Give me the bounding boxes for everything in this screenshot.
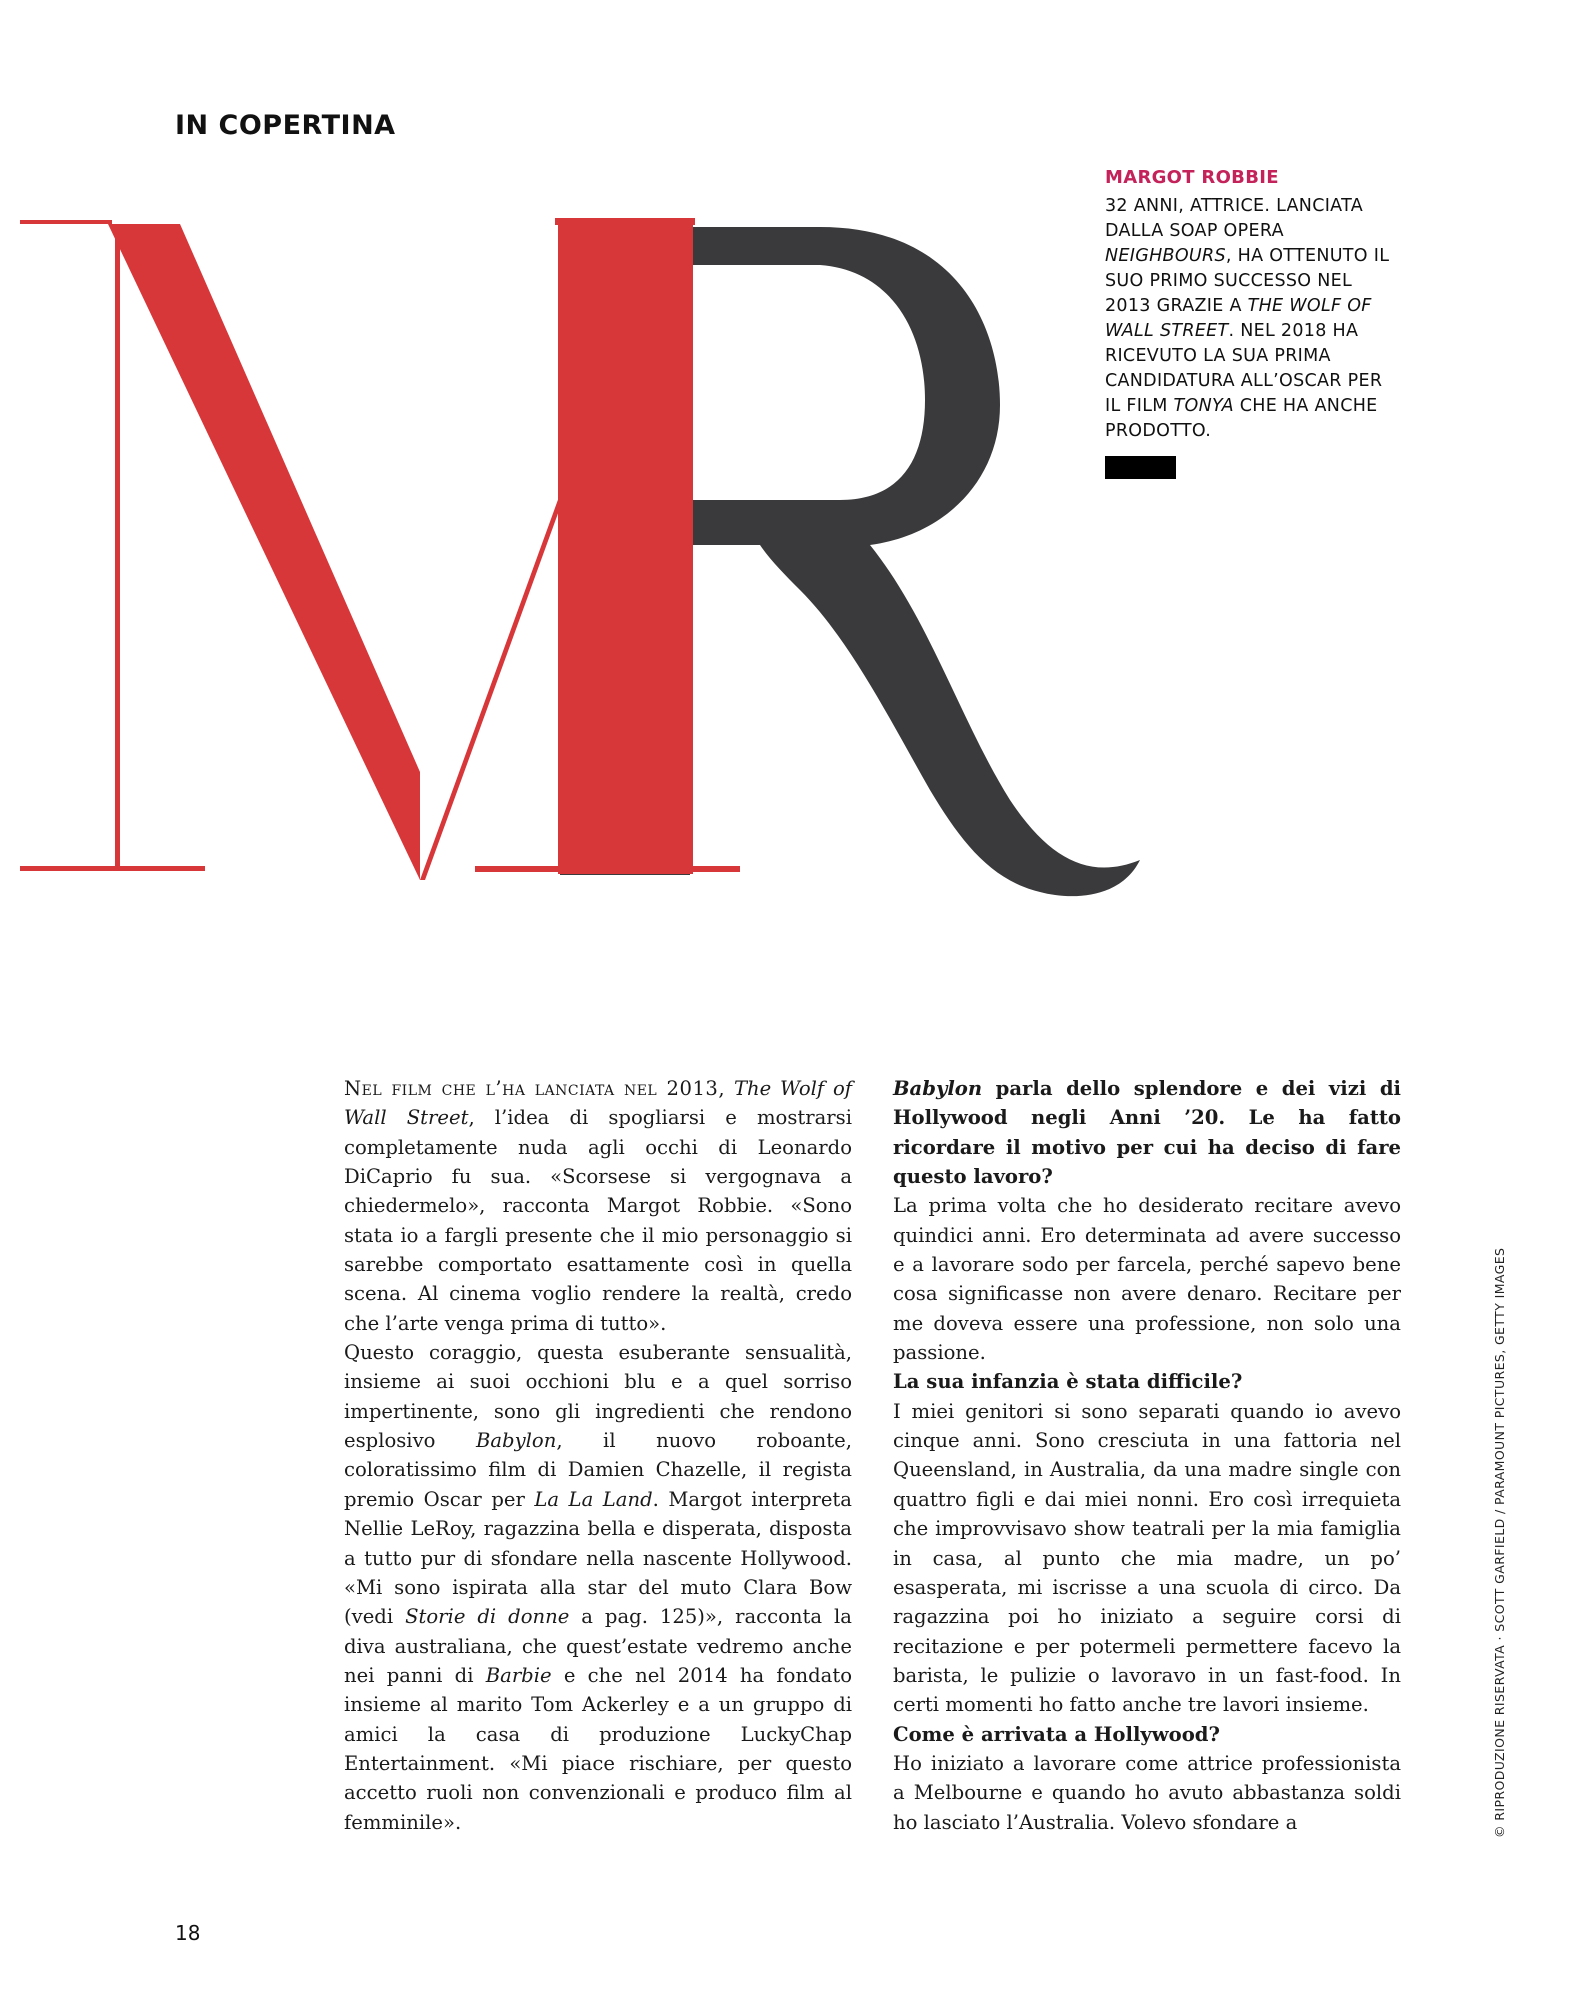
interview-answer: Ho iniziato a lavorare come attrice professionista a Melbourne e quando ho avuto abbastanza soldi ho lasciato l’Australia. Volevo sfondare a — [893, 1751, 1401, 1834]
paragraph — [344, 1338, 852, 1837]
bio-text: . NEL 2018 HA RICEVUTO LA SUA PRIMA CANDIDATURA ALL’OSCAR PER IL FILM — [1105, 321, 1383, 416]
text: , il nuovo roboante, coloratissimo film di Damien Chazelle, il regista premio Oscar per — [344, 1429, 852, 1511]
monogram-letter-m — [20, 218, 740, 880]
text: , l’idea di spogliarsi e mostrarsi completamente nuda agli occhi di Leonardo DiCaprio fu sua. «Scorsese si vergognava a chiedermelo», racconta Margot Robbie. «Sono stata io a fargli presente che il mio personaggio si sarebbe comportato esattamente così in quella scena. Al cinema voglio rendere la realtà, credo che l’arte venga prima di tutto». — [344, 1106, 852, 1335]
text: parla dello splendore e dei vizi di Hollywood negli Anni ’20. Le ha fatto ricordare il motivo per cui ha deciso di fare questo lavoro? — [893, 1077, 1401, 1189]
bio-title: TONYA — [1173, 396, 1234, 416]
sidebar-end-bar — [1105, 456, 1176, 479]
bio-text: 32 ANNI, ATTRICE. LANCIATA DALLA SOAP OPERA — [1105, 196, 1363, 241]
text: . Margot interpreta Nellie LeRoy, ragazzina bella e disperata, disposta a tutto pur di sfondare nella nascente Hollywood. «Mi sono ispirata alla star del muto Clara Bow (vedi — [344, 1487, 852, 1629]
section-label: IN COPERTINA — [175, 110, 396, 141]
film-title: The Wolf of Wall Street — [344, 1077, 852, 1130]
film-title: Babylon — [893, 1077, 983, 1100]
text — [725, 1077, 734, 1100]
paragraph — [344, 1074, 852, 1338]
text: e che nel 2014 ha fondato insieme al marito Tom Ackerley e a un gruppo di amici la casa di produzione LuckyChap Entertainment. «Mi piace rischiare, per questo accetto ruoli non convenzionali e produco film al femminile». — [344, 1663, 852, 1834]
profile-name: MARGOT ROBBIE — [1105, 167, 1279, 188]
bio-text: , HA OTTENUTO IL SUO PRIMO SUCCESSO NEL 2013 GRAZIE A — [1105, 246, 1390, 316]
profile-sidebar — [1105, 165, 1395, 479]
film-title: La La Land — [534, 1487, 653, 1511]
interview-question — [893, 1074, 1401, 1191]
article-column-right — [893, 1074, 1401, 1837]
interview-answer: I miei genitori si sono separati quando io avevo cinque anni. Sono cresciuta in una fattoria nel Queensland, in Australia, da una madre single con quattro figli e dai miei nonni. Ero così irrequieta che improvvisavo show teatrali per la mia famiglia in casa, al punto che mia madre, un po’ esasperata, mi iscrisse a una scuola di circo. Da ragazzina poi ho iniziato a seguire corsi di recitazione e per potermeli permettere facevo la barista, le pulizie o lavoravo in un fast-food. In certi momenti ho fatto anche tre lavori insieme. — [893, 1399, 1401, 1717]
film-title: Barbie — [485, 1663, 552, 1687]
profile-bio — [1105, 194, 1395, 444]
section-title: Storie di donne — [405, 1605, 570, 1629]
film-title: Babylon — [475, 1429, 557, 1453]
bio-title: THE WOLF OF WALL STREET — [1105, 296, 1372, 341]
lead-in: Nel film che l’ha lanciata nel 2013, — [344, 1077, 726, 1100]
interview-question: La sua infanzia è stata difficile? — [893, 1370, 1243, 1394]
interview-answer: La prima volta che ho desiderato recitare avevo quindici anni. Ero determinata ad avere successo e a lavorare sodo per farcela, perché sapevo bene cosa significasse non avere denaro. Recitare per me doveva essere una professione, non solo una passione. — [893, 1194, 1401, 1365]
bio-text: CHE HA ANCHE PRODOTTO. — [1105, 396, 1378, 441]
interview-question: Come è arrivata a Hollywood? — [893, 1722, 1220, 1746]
photo-credit: © RIPRODUZIONE RISERVATA · SCOTT GARFIELD / PARAMOUNT PICTURES, GETTY IMAGES — [1492, 1247, 1507, 1838]
text: Questo coraggio, questa esuberante sensualità, insieme ai suoi occhioni blu e a quel sorriso impertinente, sono gli ingredienti che rendono esplosivo — [344, 1341, 852, 1453]
page-number: 18 — [175, 1921, 201, 1945]
text: a pag. 125)», racconta la diva australiana, che quest’estate vedremo anche nei panni di — [344, 1605, 852, 1687]
bio-title: NEIGHBOURS — [1105, 246, 1226, 266]
article-column-left — [344, 1074, 852, 1837]
